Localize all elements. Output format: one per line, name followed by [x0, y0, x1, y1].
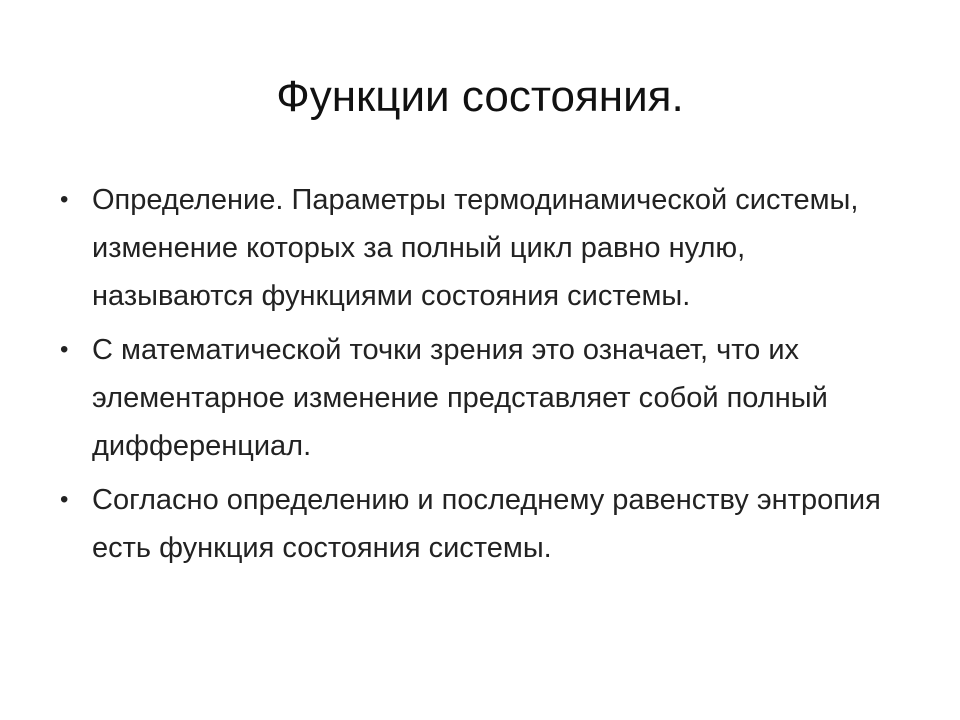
bullet-item-entropy	[56, 476, 906, 572]
bullet-item-definition	[56, 176, 906, 320]
bullet-item-math-view	[56, 326, 906, 470]
bullet-icon: •	[60, 336, 69, 363]
bullet-text: Согласно определению и последнему равенству энтропия есть функция состояния системы.	[92, 484, 881, 564]
slide-title: Функции состояния.	[276, 72, 684, 121]
bullet-icon: •	[60, 186, 69, 213]
bullet-list	[56, 176, 906, 578]
bullet-icon: •	[60, 486, 69, 513]
bullet-text: Определение. Параметры термодинамической системы, изменение которых за полный цикл равно нулю, называются функциями состояния системы.	[92, 184, 859, 312]
bullet-text: С математической точки зрения это означает, что их элементарное изменение представляет собой полный дифференциал.	[92, 334, 828, 462]
